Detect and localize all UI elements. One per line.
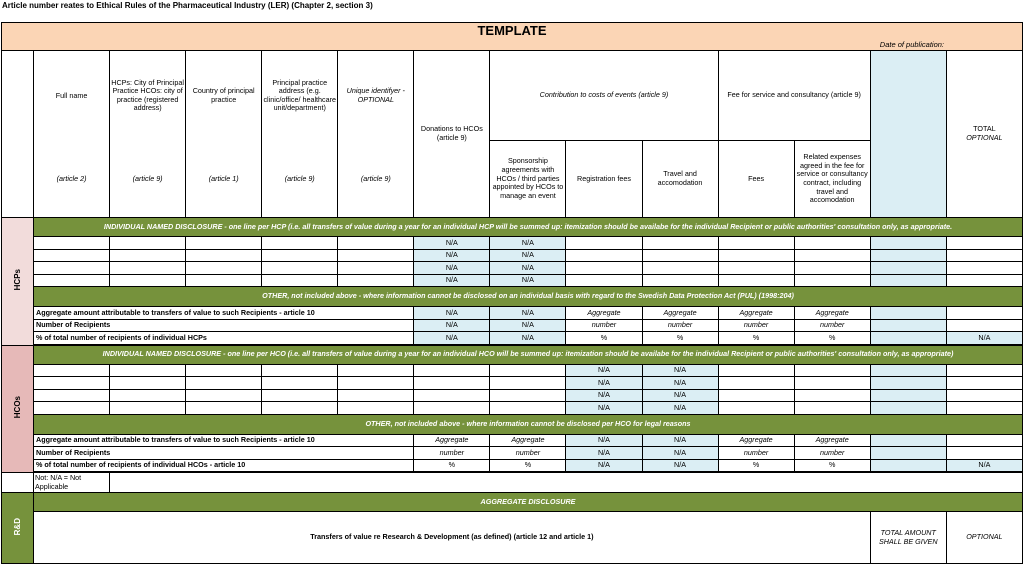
empty-cell (870, 319, 946, 332)
empty-cell (34, 262, 110, 275)
empty-cell (262, 377, 338, 390)
table-row (2, 345, 1023, 364)
hcos-section-label (2, 345, 34, 473)
empty-cell (110, 262, 186, 275)
table-row (2, 287, 1023, 307)
col-sponsorship: Sponsorship agreements with HCOs / third parties appointed by HCOs to manage an event (490, 141, 566, 218)
table-cell: % (566, 332, 642, 345)
table-cell: N/A (490, 307, 566, 320)
empty-cell (414, 389, 490, 402)
empty-cell (870, 434, 946, 447)
empty-cell (718, 364, 794, 377)
empty-cell (946, 402, 1022, 415)
table-row (2, 39, 1023, 51)
table-cell: Aggregate (642, 307, 718, 320)
empty-cell (186, 249, 262, 262)
hcp-row (2, 262, 1023, 275)
disclosure-template-table (1, 22, 1023, 564)
table-cell: number (718, 447, 794, 460)
empty-cell (946, 262, 1022, 275)
ref-art1: (article 1) (186, 141, 262, 218)
empty-cell (110, 389, 186, 402)
col-total (946, 51, 1022, 218)
table-cell: N/A (414, 262, 490, 275)
empty-cell (338, 402, 414, 415)
table-cell: Aggregate (794, 307, 870, 320)
hco-percent-label: % of total number of recipients of individual HCOs - article 10 (34, 459, 414, 472)
hco-row (2, 364, 1023, 377)
col-address: Principal practice address (e.g. clinic/office/ healthcare unit/department) (262, 51, 338, 141)
empty-cell (946, 274, 1022, 287)
table-cell: N/A (490, 262, 566, 275)
empty-cell (566, 237, 642, 250)
empty-cell (110, 402, 186, 415)
table-row (2, 414, 1023, 434)
col-full-name: Full name (34, 51, 110, 141)
corner-cell (2, 51, 34, 218)
empty-cell (338, 274, 414, 287)
table-cell: % (718, 332, 794, 345)
empty-cell (642, 262, 718, 275)
table-row (2, 307, 1023, 320)
table-cell: N/A (642, 402, 718, 415)
empty-cell (262, 237, 338, 250)
table-row (2, 23, 1023, 39)
na-note: Not: N/A = Not Applicable (34, 473, 110, 493)
empty-cell (794, 389, 870, 402)
total-label: TOTAL (973, 124, 996, 134)
table-cell: N/A (414, 274, 490, 287)
empty-cell (110, 364, 186, 377)
aggregate-banner: AGGREGATE DISCLOSURE (34, 493, 1023, 512)
section-label-text: HCPs (12, 269, 22, 291)
table-cell: % (642, 332, 718, 345)
empty-cell (870, 364, 946, 377)
table-cell: N/A (490, 249, 566, 262)
empty-cell (186, 364, 262, 377)
table-cell: N/A (414, 319, 490, 332)
note-right-blank (110, 473, 1023, 493)
empty-cell (414, 402, 490, 415)
empty-cell (490, 377, 566, 390)
hco-row (2, 377, 1023, 390)
hco-aggregate-label: Aggregate amount attributable to transfers of value to such Recipients - article 10 (34, 434, 414, 447)
hcp-row (2, 237, 1023, 250)
empty-cell (186, 237, 262, 250)
hcp-other-banner: OTHER, not included above - where information cannot be disclosed on an individual basis with regard to the Swedish Data Protection Act (PUL) (1998:204) (34, 287, 1023, 307)
empty-cell (262, 262, 338, 275)
empty-cell (262, 274, 338, 287)
col-blank-blue (870, 51, 946, 218)
empty-cell (718, 237, 794, 250)
hcp-row (2, 274, 1023, 287)
empty-cell (718, 389, 794, 402)
empty-cell (110, 237, 186, 250)
empty-cell (718, 249, 794, 262)
table-cell: number (642, 319, 718, 332)
empty-cell (718, 402, 794, 415)
empty-cell (870, 274, 946, 287)
hco-other-banner: OTHER, not included above - where information cannot be disclosed per HCO for legal reasons (34, 414, 1023, 434)
table-row (2, 512, 1023, 564)
table-row (2, 218, 1023, 237)
empty-cell (870, 307, 946, 320)
empty-cell (946, 434, 1022, 447)
table-cell: N/A (414, 332, 490, 345)
table-cell: number (566, 319, 642, 332)
empty-cell (870, 459, 946, 472)
ref-art2: (article 2) (34, 141, 110, 218)
col-country: Country of principal practice (186, 51, 262, 141)
note-left-blank (2, 473, 34, 493)
rd-optional: OPTIONAL (946, 512, 1022, 564)
template-title: TEMPLATE (2, 23, 1023, 39)
table-row (2, 51, 1023, 141)
empty-cell (794, 377, 870, 390)
empty-cell (946, 307, 1022, 320)
empty-cell (338, 364, 414, 377)
table-cell: Aggregate (794, 434, 870, 447)
empty-cell (186, 262, 262, 275)
total-optional-label: OPTIONAL (966, 133, 1003, 143)
hco-individual-banner: INDIVIDUAL NAMED DISCLOSURE - one line per HCO (i.e. all transfers of value during a year for an individual HCO will be summed up: itemization should be availabe for the individual Recipient or public authorities' consultation only, as appropriate) (34, 345, 1023, 364)
empty-cell (870, 447, 946, 460)
table-cell: N/A (566, 459, 642, 472)
empty-cell (110, 274, 186, 287)
rd-transfers-label: Transfers of value re Research & Development (as defined) (article 12 and article 1) (34, 512, 871, 564)
table-cell: % (794, 332, 870, 345)
table-cell: % (794, 459, 870, 472)
table-cell: Aggregate (718, 307, 794, 320)
empty-cell (338, 237, 414, 250)
table-row (2, 319, 1023, 332)
empty-cell (566, 274, 642, 287)
empty-cell (870, 249, 946, 262)
empty-cell (794, 364, 870, 377)
empty-cell (946, 447, 1022, 460)
empty-cell (870, 402, 946, 415)
empty-cell (794, 274, 870, 287)
table-cell: N/A (642, 459, 718, 472)
empty-cell (34, 249, 110, 262)
table-cell: number (718, 319, 794, 332)
col-donations: Donations to HCOs (article 9) (414, 51, 490, 218)
table-cell: N/A (642, 389, 718, 402)
table-row (2, 434, 1023, 447)
table-cell: N/A (566, 447, 642, 460)
empty-cell (414, 377, 490, 390)
empty-cell (794, 237, 870, 250)
table-cell: N/A (566, 402, 642, 415)
table-cell: % (490, 459, 566, 472)
empty-cell (870, 332, 946, 345)
hcp-number-label: Number of Recipients (34, 319, 414, 332)
empty-cell (566, 249, 642, 262)
section-label-text: HCOs (12, 396, 22, 419)
table-cell: Aggregate (414, 434, 490, 447)
ref-art9c: (article 9) (338, 141, 414, 218)
empty-cell (34, 364, 110, 377)
table-cell: N/A (566, 364, 642, 377)
hcp-percent-label: % of total number of recipients of individual HCPs (34, 332, 414, 345)
empty-cell (946, 249, 1022, 262)
table-cell: N/A (642, 447, 718, 460)
hco-number-label: Number of Recipients (34, 447, 414, 460)
hcps-section-label (2, 218, 34, 346)
table-cell: Aggregate (566, 307, 642, 320)
table-cell: number (414, 447, 490, 460)
header-note: Article number reates to Ethical Rules of the Pharmaceutical Industry (LER) (Chapter 2, section 3) (2, 1, 373, 10)
table-cell: N/A (414, 307, 490, 320)
date-of-publication: Date of publication: (2, 39, 1023, 51)
table-cell: N/A (642, 364, 718, 377)
empty-cell (870, 389, 946, 402)
table-cell: N/A (566, 389, 642, 402)
table-cell: N/A (490, 319, 566, 332)
empty-cell (186, 274, 262, 287)
hcp-row (2, 249, 1023, 262)
ref-art9b: (article 9) (262, 141, 338, 218)
col-contribution: Contribution to costs of events (article 9) (490, 51, 718, 141)
empty-cell (946, 377, 1022, 390)
table-cell: N/A (566, 434, 642, 447)
table-cell: N/A (490, 332, 566, 345)
table-row (2, 473, 1023, 493)
col-travel: Travel and accomodation (642, 141, 718, 218)
empty-cell (34, 274, 110, 287)
empty-cell (870, 377, 946, 390)
empty-cell (946, 364, 1022, 377)
empty-cell (794, 402, 870, 415)
table-row (2, 332, 1023, 345)
empty-cell (110, 249, 186, 262)
table-row (2, 447, 1023, 460)
table-row (2, 459, 1023, 472)
col-registration: Registration fees (566, 141, 642, 218)
table-cell: N/A (566, 377, 642, 390)
empty-cell (262, 249, 338, 262)
table-cell: Aggregate (718, 434, 794, 447)
empty-cell (262, 364, 338, 377)
empty-cell (566, 262, 642, 275)
empty-cell (262, 402, 338, 415)
col-fee-service: Fee for service and consultancy (article 9) (718, 51, 870, 141)
table-row (2, 141, 1023, 218)
table-cell: number (794, 319, 870, 332)
table-cell: N/A (490, 274, 566, 287)
table-cell: N/A (414, 237, 490, 250)
empty-cell (946, 237, 1022, 250)
empty-cell (642, 249, 718, 262)
empty-cell (718, 377, 794, 390)
empty-cell (946, 389, 1022, 402)
empty-cell (490, 389, 566, 402)
section-label-text: R&D (12, 518, 22, 536)
empty-cell (338, 249, 414, 262)
col-related: Related expenses agreed in the fee for service or consultancy contract, including travel and accomodation (794, 141, 870, 218)
table-cell: Aggregate (490, 434, 566, 447)
empty-cell (34, 402, 110, 415)
rd-total-amount: TOTAL AMOUNT SHALL BE GIVEN (870, 512, 946, 564)
empty-cell (338, 389, 414, 402)
table-cell: number (490, 447, 566, 460)
empty-cell (34, 377, 110, 390)
empty-cell (718, 262, 794, 275)
empty-cell (642, 274, 718, 287)
empty-cell (414, 364, 490, 377)
col-unique-id: Unique identifyer - OPTIONAL (338, 51, 414, 141)
empty-cell (946, 319, 1022, 332)
col-fees: Fees (718, 141, 794, 218)
table-cell: N/A (642, 434, 718, 447)
table-cell: N/A (946, 459, 1022, 472)
table-cell: % (414, 459, 490, 472)
empty-cell (262, 389, 338, 402)
table-cell: N/A (490, 237, 566, 250)
table-cell: % (718, 459, 794, 472)
empty-cell (34, 237, 110, 250)
hco-row (2, 402, 1023, 415)
ref-art9a: (article 9) (110, 141, 186, 218)
empty-cell (338, 262, 414, 275)
empty-cell (338, 377, 414, 390)
hcp-aggregate-label: Aggregate amount attributable to transfers of value to such Recipients - article 10 (34, 307, 414, 320)
table-row (2, 493, 1023, 512)
empty-cell (490, 364, 566, 377)
rd-section-label (2, 493, 34, 564)
empty-cell (642, 237, 718, 250)
empty-cell (794, 262, 870, 275)
empty-cell (870, 262, 946, 275)
table-cell: number (794, 447, 870, 460)
table-cell: N/A (642, 377, 718, 390)
table-cell: N/A (414, 249, 490, 262)
empty-cell (794, 249, 870, 262)
empty-cell (186, 389, 262, 402)
empty-cell (110, 377, 186, 390)
empty-cell (186, 377, 262, 390)
empty-cell (490, 402, 566, 415)
table-cell: N/A (946, 332, 1022, 345)
empty-cell (186, 402, 262, 415)
empty-cell (870, 237, 946, 250)
empty-cell (34, 389, 110, 402)
empty-cell (718, 274, 794, 287)
hco-row (2, 389, 1023, 402)
col-hcp-city: HCPs: City of Principal Practice HCOs: city of practice (registered address) (110, 51, 186, 141)
hcp-individual-banner: INDIVIDUAL NAMED DISCLOSURE - one line per HCP (i.e. all transfers of value during a year for an individual HCP will be summed up: itemization should be availabe for the individual Recipient or public authorities' consultation only, as appropriate. (34, 218, 1023, 237)
